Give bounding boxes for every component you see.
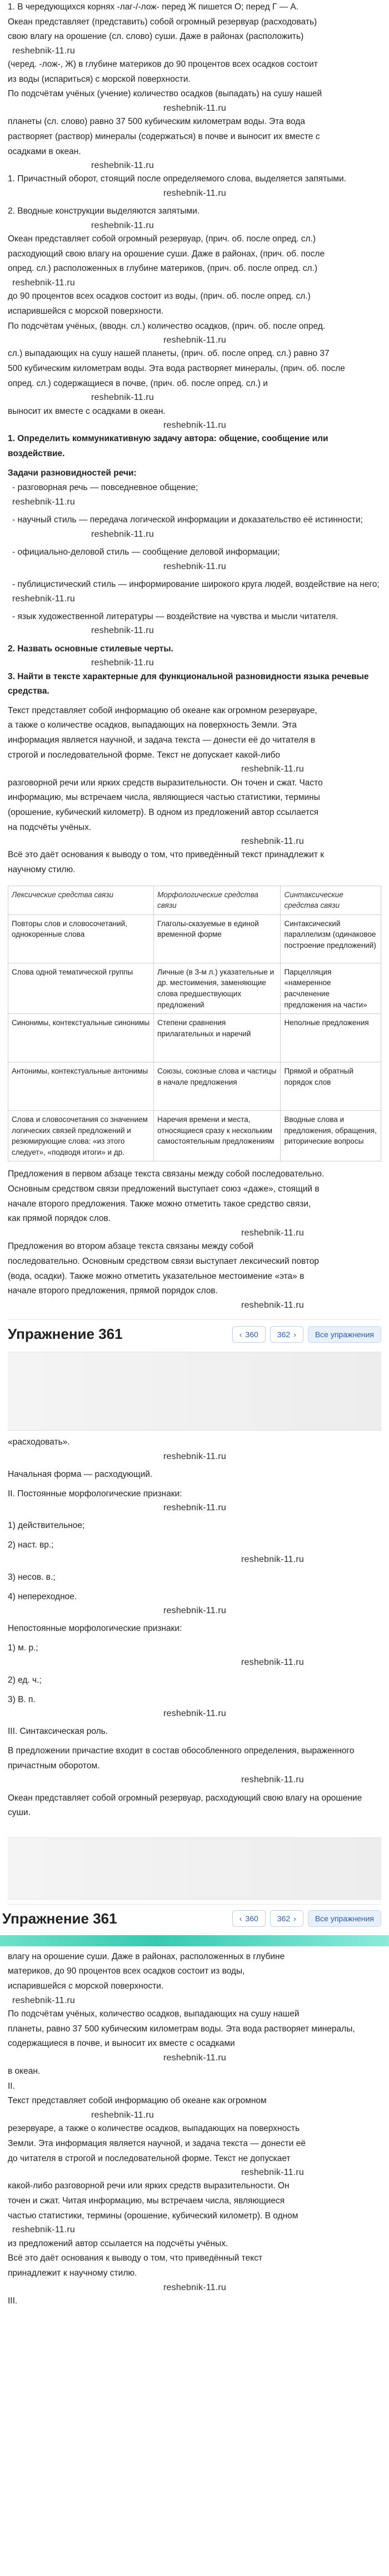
watermark-text: reshebnik-11.ru (91, 529, 154, 539)
exercise-nav-controls (232, 1910, 381, 1927)
prev-exercise-button[interactable] (232, 1326, 266, 1343)
conclusion-line: а также о количестве осадков, выпадающих на поверхность Земли. Эта (8, 720, 297, 730)
table-row (8, 914, 381, 963)
part3-section (8, 1950, 381, 2309)
all-exercises-button[interactable]: Все упражнения (308, 1910, 381, 1927)
watermark-text: reshebnik-11.ru (163, 103, 226, 113)
table-cell: Глаголы-сказуемые в единой временной форме (154, 914, 281, 963)
conclusion-line: строгой и последовательной форме. Текст не допускает какой-либо (8, 750, 281, 760)
exercise-text-line: растворяет (раствор) минералы (содержаться) в почве и выносит их вместе с (8, 131, 320, 141)
table-cell: Синтаксический параллелизм (одинаковое построение предложений) (281, 914, 381, 963)
morph-line: 2) наст. вр.; (8, 1540, 54, 1550)
conclusion-line: на подсчёты учёных. (8, 822, 92, 832)
watermark-text: reshebnik-11.ru (241, 1657, 304, 1667)
rule-note: 1. Причастный оборот, стоящий после определяемого слова, выделяется запятыми. (8, 174, 347, 184)
exercise-title: Упражнение 361 (2, 1910, 117, 1927)
analysis-line: последовательно. Основным средством связи выступает лексический повтор (8, 1256, 320, 1266)
analysis-line: начале второго предложения, прямой порядок слов. (8, 1286, 218, 1296)
after-table-section (8, 1167, 381, 1311)
analysis-line: опред. сл.) содержащиеся в почве, (прич. об. после опред. сл.) и (8, 378, 268, 388)
exercise-text-line: из воды (испариться) с морской поверхности. (8, 74, 191, 84)
watermark-text: reshebnik-11.ru (241, 1554, 304, 1564)
watermark-text: reshebnik-11.ru (163, 561, 226, 571)
watermark-text: reshebnik-11.ru (91, 161, 154, 171)
table-header-cell: Лексические средства связи (8, 886, 154, 914)
prev-exercise-button[interactable] (232, 1910, 266, 1927)
text-line: принадлежит к научному стилю. (8, 2268, 137, 2278)
watermark-text: reshebnik-11.ru (241, 1228, 304, 1238)
text-line: II. (8, 2081, 15, 2091)
styles-heading: Задачи разновидностей речи: (8, 468, 137, 478)
analysis-line: опред. сл.) расположенных в глубине материков, (прич. об. после опред. сл.) (8, 264, 318, 274)
watermark-text: reshebnik-11.ru (163, 1503, 226, 1513)
table-cell: Парцелляция «намеренное расчленение предложения на части» (281, 963, 381, 1013)
table-cell: Неполные предложения (281, 1014, 381, 1062)
table-header-row (8, 886, 381, 914)
morph-line: III. Синтаксическая роль. (8, 1727, 108, 1737)
table-cell: Слова и словосочетания со значением логических связей предложений и резюмирующие слова: «из этого следует», «подводя итоги» и др. (8, 1111, 154, 1161)
text-line: какой-либо разговорной речи или ярких средств выразительности. Он (8, 2181, 290, 2191)
analysis-line: Предложения в первом абзаце текста связаны между собой последовательно. (8, 1169, 325, 1179)
chevron-left-icon: ‹ (239, 1329, 242, 1339)
watermark-text: reshebnik-11.ru (163, 1709, 226, 1719)
watermark-text: reshebnik-11.ru (163, 189, 226, 199)
bullet-dash: - (12, 611, 18, 621)
rule-note: 2. Вводные конструкции выделяются запятыми. (8, 206, 200, 216)
table-row (8, 1111, 381, 1161)
analysis-line: Предложения во втором абзаце текста связаны между собой (8, 1242, 254, 1252)
text-line: планеты, равно 37 500 кубическим километрам воды. Эта вода растворяет минералы, (8, 2024, 355, 2034)
watermark-text: reshebnik-11.ru (12, 594, 75, 604)
table-cell: Прямой и обратный порядок слов (281, 1062, 381, 1111)
chevron-right-icon: › (293, 1329, 296, 1339)
table-cell: Вводные слова и предложения, обращения, риторические вопросы (281, 1111, 381, 1161)
table-header-cell: Синтаксические средства связи (281, 886, 381, 914)
table-cell: Личные (в 3-м л.) указательные и др. местоимения, заменяющие слова предшествующих предложений (154, 963, 281, 1013)
table-row (8, 1062, 381, 1111)
conclusion-line: информация является научной, и задача текста — донести её до читателя в (8, 735, 316, 745)
table-cell: Синонимы, контекстуальные синонимы (8, 1014, 154, 1062)
watermark-text: reshebnik-11.ru (241, 837, 304, 847)
analysis-line: до 90 процентов всех осадков состоит из воды, (прич. об. после опред. сл.) (8, 291, 311, 301)
list-item-text: язык художественной литературы — воздействие на чувства и мысли читателя. (17, 611, 338, 621)
list-item (8, 513, 381, 528)
bullet-dash: - (12, 483, 18, 493)
exercise-nav-bar (8, 1319, 381, 1347)
step-heading: 3. Найти в тексте характерные для функциональной разновидности языка речевые средства. (8, 671, 369, 696)
table-cell: Степени сравнения прилагательных и наречий (154, 1014, 281, 1062)
watermark-text: reshebnik-11.ru (91, 220, 154, 230)
next-exercise-label: 362 (277, 1329, 291, 1339)
list-item-text: научный стиль — передача логической информации и доказательство её истинности; (17, 515, 363, 525)
morph-line: 1) действительное; (8, 1521, 85, 1531)
ad-banner (8, 1352, 381, 1431)
conclusion-line: научному стилю. (8, 865, 76, 875)
exercise-text-line: свою влагу на орошение (сл. слово) суши. Даже в районах (расположить) (8, 32, 304, 42)
bullet-dash: - (12, 579, 18, 589)
speech-styles-list (8, 481, 381, 641)
exercise-text-line: 1. В чередующихся корнях -лаг-/-лож- перед Ж пишется О; перед Г — А. (8, 2, 299, 12)
analysis-line: расходующий свою влагу на орошение суши. Даже в районах, (прич. об. после (8, 249, 325, 259)
watermark-text: reshebnik-11.ru (91, 658, 154, 668)
table-row (8, 1014, 381, 1062)
analysis-line: испарившейся с морской поверхности. (8, 306, 164, 316)
watermark-text: reshebnik-11.ru (91, 626, 154, 636)
watermark-text: reshebnik-11.ru (163, 335, 226, 345)
exercise-nav-controls (232, 1326, 381, 1343)
exercise-text-line: осадками в океан. (8, 146, 81, 156)
watermark-text: reshebnik-11.ru (12, 2225, 75, 2235)
table-row (8, 963, 381, 1013)
watermark-text: reshebnik-11.ru (12, 46, 75, 56)
watermark-text: reshebnik-11.ru (12, 278, 75, 288)
list-item (8, 577, 381, 592)
analysis-line: 500 кубическим километрам воды. Эта вода растворяет минералы, (прич. об. после (8, 364, 345, 374)
watermark-text: reshebnik-11.ru (91, 393, 154, 403)
exercise-text-line: планеты (сл. слово) равно 37 500 кубическим километрам воды. Эта вода (8, 117, 305, 127)
watermark-text: reshebnik-11.ru (163, 2282, 226, 2292)
text-line: Всё это даёт основания к выводу о том, что приведённый текст (8, 2253, 263, 2263)
text-line: III. (8, 2296, 18, 2306)
table-cell: Слова одной тематической группы (8, 963, 154, 1013)
table-cell: Повторы слов и словосочетаний, однокоренные слова (8, 914, 154, 963)
list-item-text: официально-деловой стиль — сообщение деловой информации; (17, 547, 280, 557)
morph-line: Непостоянные морфологические признаки: (8, 1624, 182, 1634)
conclusion-line: Всё это даёт основания к выводу о том, что приведённый текст принадлежит к (8, 850, 325, 860)
all-exercises-button[interactable]: Все упражнения (308, 1326, 381, 1343)
chevron-left-icon: ‹ (239, 1914, 242, 1924)
conclusion-line: (орошение, кубический километр). В одном из предложений автор ссылается (8, 807, 319, 817)
text-line: в океан. (8, 2066, 41, 2076)
list-item-text: разговорная речь — повседневное общение; (17, 483, 198, 493)
watermark-text: reshebnik-11.ru (91, 2110, 154, 2120)
morph-line: Начальная форма — расходующий. (8, 1469, 153, 1479)
bullet-dash: - (12, 515, 18, 525)
chevron-right-icon: › (293, 1914, 296, 1924)
text-line: содержащиеся в почве, и выносит их вместе с осадками (8, 2039, 235, 2049)
ad-banner (8, 1837, 381, 1900)
exercise-title: Упражнение 361 (8, 1326, 123, 1342)
watermark-text: reshebnik-11.ru (163, 1606, 226, 1616)
morph-line: Океан представляет собой огромный резервуар, расходующий свою влагу на орошение суши. (8, 1793, 362, 1818)
list-item (8, 610, 381, 625)
analysis-line: выносит их вместе с осадками в океан. (8, 406, 166, 416)
bullet-dash: - (12, 547, 18, 557)
prev-exercise-label: 360 (245, 1329, 258, 1339)
watermark-text: reshebnik-11.ru (241, 1300, 304, 1310)
connection-means-table (8, 886, 381, 1162)
morph-line: 3) несов. в.; (8, 1572, 56, 1582)
list-item-text: публицистический стиль — информирование широкого круга людей, воздействие на него; (17, 579, 380, 589)
morph-line: 4) непереходное. (8, 1591, 77, 1601)
part2-section (8, 1435, 381, 1825)
list-item (8, 481, 381, 496)
table-cell: Наречия времени и места, относящиеся сразу к нескольким самостоятельным предложениям (154, 1111, 281, 1161)
text-line: По подсчётам учёных, количество осадков, выпадающих на сушу нашей (8, 2009, 300, 2019)
conclusion-line: информацию, мы встречаем числа, являющиеся частью статистики, термины (8, 793, 320, 803)
text-line: до читателя в строгой и последовательной форме. Текст не допускает (8, 2153, 291, 2163)
morph-line: 2) ед. ч.; (8, 1675, 42, 1685)
text-line: материков, до 90 процентов всех осадков состоит из воды, (8, 1966, 245, 1976)
next-exercise-button[interactable] (270, 1326, 303, 1343)
watermark-text: reshebnik-11.ru (241, 1775, 304, 1785)
part1-section (8, 0, 381, 878)
exercise-text-line: Океан представляет (представить) собой огромный резервуар (расходовать) (8, 17, 317, 27)
analysis-line: По подсчётам учёных, (вводн. сл.) количество осадков, (прич. об. после опред. (8, 321, 326, 331)
morph-line: В предложении причастие входит в состав обособленного определения, выраженного причастным оборотом. (8, 1746, 355, 1771)
watermark-text: reshebnik-11.ru (163, 2053, 226, 2063)
morph-line: 3) В. п. (8, 1694, 36, 1704)
step-heading: 2. Назвать основные стилевые черты. (8, 644, 173, 654)
text-line: испарившейся с морской поверхности. (8, 1981, 164, 1991)
table-cell: Союзы, союзные слова и частицы в начале предложения (154, 1062, 281, 1111)
table-cell: Антонимы, контекстуальные антонимы (8, 1062, 154, 1111)
text-line: Текст представляет собой информацию об океане как огромном (8, 2096, 267, 2106)
watermark-text: reshebnik-11.ru (241, 764, 304, 774)
analysis-line: сл.) выпадающих на сушу нашей планеты, (прич. об. после опред. сл.) равно 37 (8, 349, 330, 359)
analysis-line: (вода, осадки). Также можно отметить указательное местоимение «эта» в (8, 1271, 305, 1281)
list-item (8, 545, 381, 560)
exercise-word: «расходовать». (8, 1437, 70, 1447)
watermark-text: reshebnik-11.ru (12, 1995, 75, 2005)
text-line: частью статистики, термины (орошение, кубический километр). В одном (8, 2211, 298, 2221)
text-line: резервуаре, а также о количестве осадков, выпадающих на поверхность (8, 2124, 300, 2134)
watermark-text: reshebnik-11.ru (12, 497, 75, 507)
text-line: влагу на орошение суши. Даже в районах, расположенных в глубине (8, 1951, 285, 1961)
text-line: точен и сжат. Читая информацию, мы встречаем числа, являющиеся (8, 2196, 285, 2206)
text-line: Земли. Эта информация является научной, и задача текста — донести её (8, 2138, 306, 2148)
decorative-band (0, 1935, 389, 1946)
prev-exercise-label: 360 (245, 1914, 258, 1924)
conclusion-line: разговорной речи или ярких средств выразительности. Он точен и сжат. Часто (8, 778, 323, 788)
morph-line: II. Постоянные морфологические признаки: (8, 1489, 182, 1499)
analysis-line: начале второго предложения. Также можно отметить такое средство связи, (8, 1199, 311, 1209)
exercise-nav-bar (2, 1904, 381, 1932)
conclusion-line: Текст представляет собой информацию об океане как огромном резервуаре, (8, 705, 317, 715)
watermark-text: reshebnik-11.ru (163, 421, 226, 431)
exercise-text-line: (черед. -лож-, Ж) в глубине материков до 90 процентов всех осадков состоит (8, 60, 318, 70)
analysis-line: как прямой порядок слов. (8, 1214, 111, 1224)
text-line: из предложений автор ссылается на подсчёты учёных. (8, 2238, 228, 2248)
analysis-line: Основным средством связи предложений выступает союз «даже», стоящий в (8, 1184, 320, 1194)
analysis-line: Океан представляет собой огромный резервуар, (прич. об. после опред. сл.) (8, 234, 316, 244)
step-heading: 1. Определить коммуникативную задачу автора: общение, сообщение или воздействие. (8, 434, 328, 459)
watermark-text: reshebnik-11.ru (241, 2168, 304, 2178)
morph-line: 1) м. р.; (8, 1643, 38, 1653)
exercise-text-line: По подсчётам учёных (учение) количество осадков (выпадать) на сушу нашей (8, 89, 322, 99)
next-exercise-button[interactable] (270, 1910, 303, 1927)
watermark-text: reshebnik-11.ru (163, 1451, 226, 1461)
next-exercise-label: 362 (277, 1914, 291, 1924)
table-header-cell: Морфологические средства связи (154, 886, 281, 914)
